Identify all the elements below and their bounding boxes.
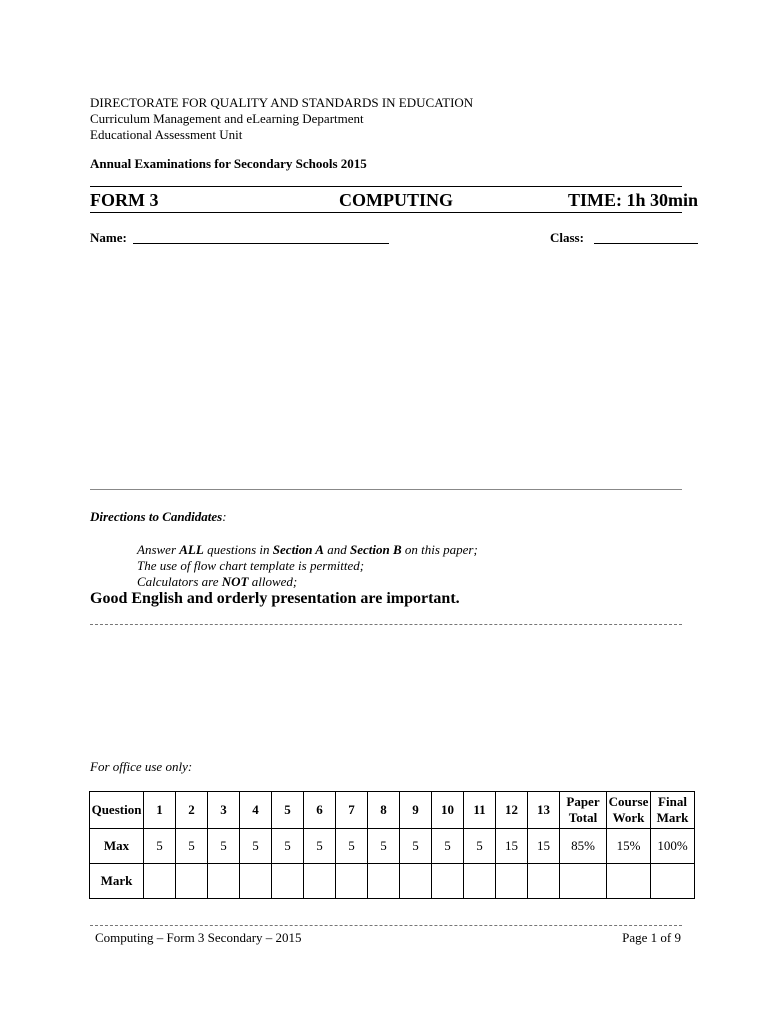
form-row-top-rule bbox=[90, 186, 682, 187]
paper-total-mark-cell[interactable] bbox=[560, 864, 607, 899]
mark-cell[interactable] bbox=[432, 864, 464, 899]
max-value: 5 bbox=[176, 829, 208, 864]
max-row-label: Max bbox=[90, 829, 144, 864]
max-value: 15 bbox=[528, 829, 560, 864]
question-number: 3 bbox=[208, 792, 240, 829]
exam-title: Annual Examinations for Secondary Schools 2015 bbox=[90, 156, 367, 171]
department-name: Curriculum Management and eLearning Department bbox=[90, 111, 364, 126]
max-value: 5 bbox=[144, 829, 176, 864]
office-use-caption: For office use only: bbox=[90, 759, 193, 774]
mark-cell[interactable] bbox=[240, 864, 272, 899]
directions-line-1: Answer ALL questions in Section A and Section B on this paper; bbox=[137, 542, 478, 557]
footer-rule bbox=[90, 925, 682, 926]
max-value: 5 bbox=[304, 829, 336, 864]
mark-cell[interactable] bbox=[464, 864, 496, 899]
question-row bbox=[90, 792, 695, 829]
form-label: FORM 3 bbox=[90, 190, 159, 210]
directions-emphasis: Good English and orderly presentation are important. bbox=[90, 590, 460, 607]
question-number: 5 bbox=[272, 792, 304, 829]
mark-cell[interactable] bbox=[176, 864, 208, 899]
directions-title: Directions to Candidates: bbox=[90, 509, 227, 524]
question-number: 8 bbox=[368, 792, 400, 829]
name-field[interactable] bbox=[133, 243, 389, 244]
footer-left: Computing – Form 3 Secondary – 2015 bbox=[95, 930, 302, 945]
max-value: 5 bbox=[464, 829, 496, 864]
question-number: 11 bbox=[464, 792, 496, 829]
paper-total-header: Paper Total bbox=[560, 792, 607, 829]
directorate-title: DIRECTORATE FOR QUALITY AND STANDARDS IN EDUCATION bbox=[90, 95, 474, 110]
max-row bbox=[90, 829, 695, 864]
mark-cell[interactable] bbox=[304, 864, 336, 899]
final-mark-cell[interactable] bbox=[651, 864, 695, 899]
subject-label: COMPUTING bbox=[339, 190, 453, 210]
question-number: 10 bbox=[432, 792, 464, 829]
question-number: 7 bbox=[336, 792, 368, 829]
question-number: 1 bbox=[144, 792, 176, 829]
max-value: 5 bbox=[208, 829, 240, 864]
unit-name: Educational Assessment Unit bbox=[90, 127, 243, 142]
mark-row bbox=[90, 864, 695, 899]
max-value: 5 bbox=[272, 829, 304, 864]
marks-table bbox=[89, 791, 695, 899]
mark-cell[interactable] bbox=[496, 864, 528, 899]
directions-bottom-rule bbox=[90, 624, 682, 625]
max-value: 5 bbox=[432, 829, 464, 864]
directions-line-3: Calculators are NOT allowed; bbox=[137, 574, 298, 589]
course-work-max: 15% bbox=[607, 829, 651, 864]
mark-cell[interactable] bbox=[400, 864, 432, 899]
question-number: 2 bbox=[176, 792, 208, 829]
class-label: Class: bbox=[550, 230, 584, 245]
max-value: 5 bbox=[240, 829, 272, 864]
max-value: 5 bbox=[400, 829, 432, 864]
course-work-mark-cell[interactable] bbox=[607, 864, 651, 899]
question-number: 6 bbox=[304, 792, 336, 829]
directions-line-2: The use of flow chart template is permitted; bbox=[137, 558, 365, 573]
mark-cell[interactable] bbox=[368, 864, 400, 899]
question-number: 12 bbox=[496, 792, 528, 829]
name-label: Name: bbox=[90, 230, 127, 245]
mark-cell[interactable] bbox=[208, 864, 240, 899]
directions-top-rule bbox=[90, 489, 682, 490]
time-label: TIME: 1h 30min bbox=[567, 190, 698, 210]
question-number: 9 bbox=[400, 792, 432, 829]
paper-total-max: 85% bbox=[560, 829, 607, 864]
course-work-header: Course Work bbox=[607, 792, 651, 829]
class-field[interactable] bbox=[594, 243, 698, 244]
mark-cell[interactable] bbox=[336, 864, 368, 899]
question-number: 4 bbox=[240, 792, 272, 829]
mark-cell[interactable] bbox=[144, 864, 176, 899]
form-row-bottom-rule bbox=[90, 212, 682, 213]
form-row bbox=[90, 190, 698, 212]
mark-cell[interactable] bbox=[528, 864, 560, 899]
max-value: 15 bbox=[496, 829, 528, 864]
question-number: 13 bbox=[528, 792, 560, 829]
mark-cell[interactable] bbox=[272, 864, 304, 899]
max-value: 5 bbox=[336, 829, 368, 864]
max-value: 5 bbox=[368, 829, 400, 864]
final-mark-header: Final Mark bbox=[651, 792, 695, 829]
footer-page-number: Page 1 of 9 bbox=[622, 930, 681, 945]
final-mark-max: 100% bbox=[651, 829, 695, 864]
question-row-label: Question bbox=[90, 792, 144, 829]
mark-row-label: Mark bbox=[90, 864, 144, 899]
